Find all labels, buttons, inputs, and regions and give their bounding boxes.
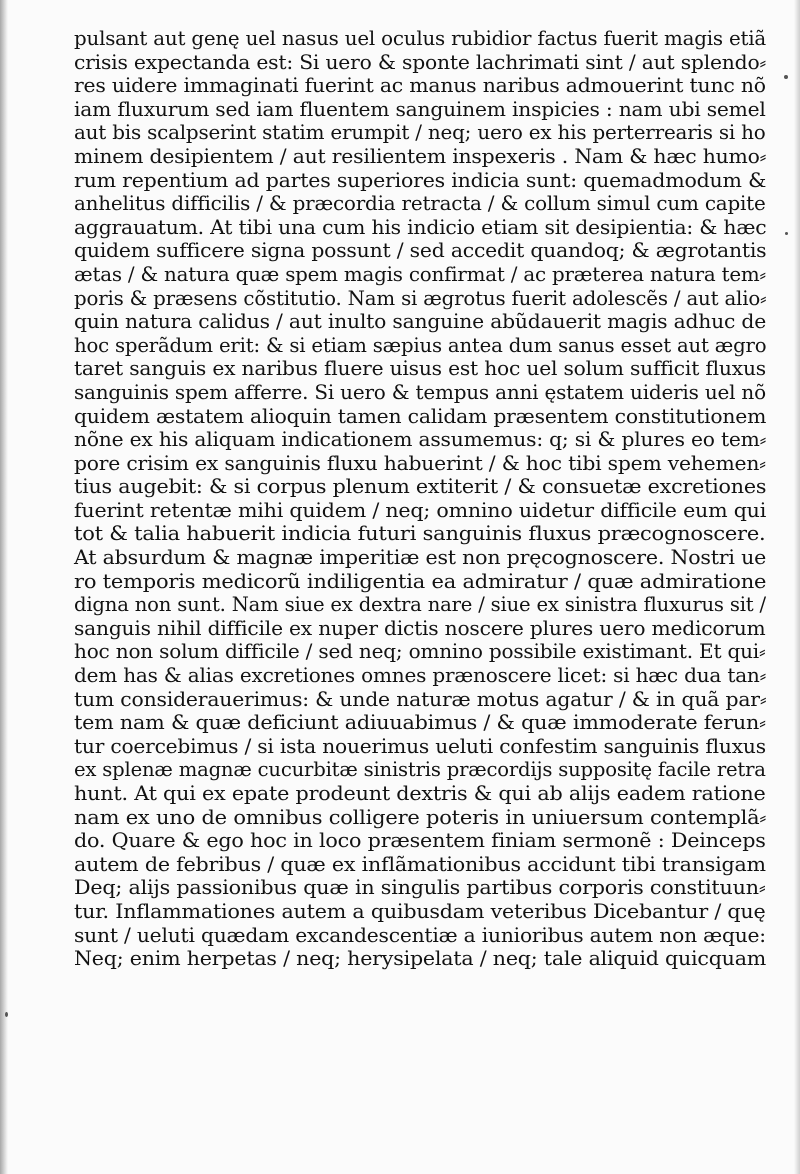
text-line: aut bis scalpserint statim erumpit / neq; uero ex his perterrearis si ho: [74, 120, 766, 145]
page-gutter-shadow: [0, 0, 8, 1174]
ink-speck: [784, 75, 788, 79]
text-line: rum repentium ad partes superiores indicia sunt: quemadmodum &: [74, 167, 767, 192]
text-line: minem desipientem / aut resilientem inspexeris . Nam & hæc humo⸗: [74, 143, 767, 168]
text-line: quidem æstatem alioquin tamen calidam præsentem constitutionem: [74, 403, 767, 428]
text-line: do. Quare & ego hoc in loco præsentem finiam sermonẽ : Deinceps: [74, 828, 766, 853]
text-line: ex splenæ magnæ cucurbitæ sinistris præcordijs suppositę facile retra: [74, 757, 766, 782]
text-line: tot & talia habuerit indicia futuri sanguinis fluxus præcognoscere.: [74, 521, 766, 546]
text-line: iam fluxurum sed iam fluentem sanguinem inspicies : nam ubi semel: [74, 96, 766, 121]
text-line: taret sanguis ex naribus fluere uisus est hoc uel solum sufficit fluxus: [74, 356, 766, 381]
text-line: hunt. At qui ex epate prodeunt dextris & qui ab alijs eadem ratione: [74, 781, 766, 805]
text-line: ætas / & natura quæ spem magis confirmat / ac præterea natura tem⸗: [74, 261, 766, 286]
text-line: autem de febribus / quæ ex inflãmationibus accidunt tibi transigam: [74, 851, 766, 876]
text-line: quidem sufficere signa possunt / sed accedit quandoq; & ægrotantis: [74, 238, 767, 263]
text-line: tius augebit: & si corpus plenum extiterit / & consuetæ excretiones: [74, 474, 767, 499]
ink-speck: [5, 1012, 8, 1017]
text-line: nam ex uno de omnibus colligere poteris in uniuersum contemplã⸗: [74, 804, 767, 829]
text-line: tur coercebimus / si ista nouerimus ueluti confestim sanguinis fluxus: [74, 733, 766, 758]
text-line: pore crisim ex sanguinis fluxu habuerint / & hoc tibi spem vehemen⸗: [74, 450, 766, 475]
text-line: tem nam & quæ deficiunt adiuuabimus / & quæ immoderate ferun⸗: [74, 710, 766, 735]
text-line: digna non sunt. Nam siue ex dextra nare / siue ex sinistra fluxurus sit /: [74, 592, 766, 617]
text-line: fuerint retentæ mihi quidem / neq; omnino uidetur difficile eum qui: [74, 497, 767, 522]
text-line: res uidere immaginati fuerint ac manus naribus admouerint tunc nõ: [74, 73, 766, 98]
text-line: sanguinis spem afferre. Si uero & tempus anni ęstatem uideris uel nõ: [74, 379, 766, 404]
text-line: At absurdum & magnæ imperitiæ est non pręcognoscere. Nostri ue: [74, 545, 767, 570]
text-line: aggrauatum. At tibi una cum his indicio etiam sit desipientia: & hæc: [74, 214, 767, 239]
text-line: Deq; alijs passionibus quæ in singulis partibus corporis constituun⸗: [74, 875, 766, 900]
text-line: hoc non solum difficile / sed neq; omnino possibile existimant. Et qui⸗: [74, 639, 766, 664]
text-line: tur. Inflammationes autem a quibusdam veteribus Dicebantur / quę: [74, 898, 766, 923]
text-line: crisis expectanda est: Si uero & sponte lachrimati sint / aut splendo⸗: [74, 49, 767, 74]
text-line: sanguis nihil difficile ex nuper dictis noscere plures uero medicorum: [74, 615, 766, 640]
ink-speck: [785, 232, 788, 235]
text-line: tum considerauerimus: & unde naturæ motus agatur / & in quã par⸗: [74, 686, 767, 711]
text-line: ro temporis medicorũ indiligentia ea admiratur / quæ admiratione: [74, 568, 767, 593]
text-line: pulsant aut genę uel nasus uel oculus rubidior factus fuerit magis etiã: [74, 26, 767, 50]
text-line: hoc sperãdum erit: & si etiam sæpius antea dum sanus esset aut ægro: [74, 332, 767, 357]
text-line: anhelitus difficilis / & præcordia retracta / & collum simul cum capite: [74, 191, 766, 216]
body-text: [74, 27, 766, 971]
text-line: sunt / ueluti quædam excandescentiæ a iunioribus autem non æque:: [74, 922, 766, 947]
text-line: quin natura calidus / aut inulto sanguine abũdauerit magis adhuc de: [74, 309, 767, 334]
text-line: Neq; enim herpetas / neq; herysipelata / neq; tale aliquid quicquam: [74, 946, 767, 971]
text-line: dem has & alias excretiones omnes prænoscere licet: si hæc dua tan⸗: [74, 663, 767, 688]
text-line: poris & præsens cõstitutio. Nam si ægrotus fuerit adolescẽs / aut alio⸗: [74, 285, 767, 310]
text-line: nõne ex his aliquam indicationem assumemus: q; si & plures eo tem⸗: [74, 427, 767, 452]
